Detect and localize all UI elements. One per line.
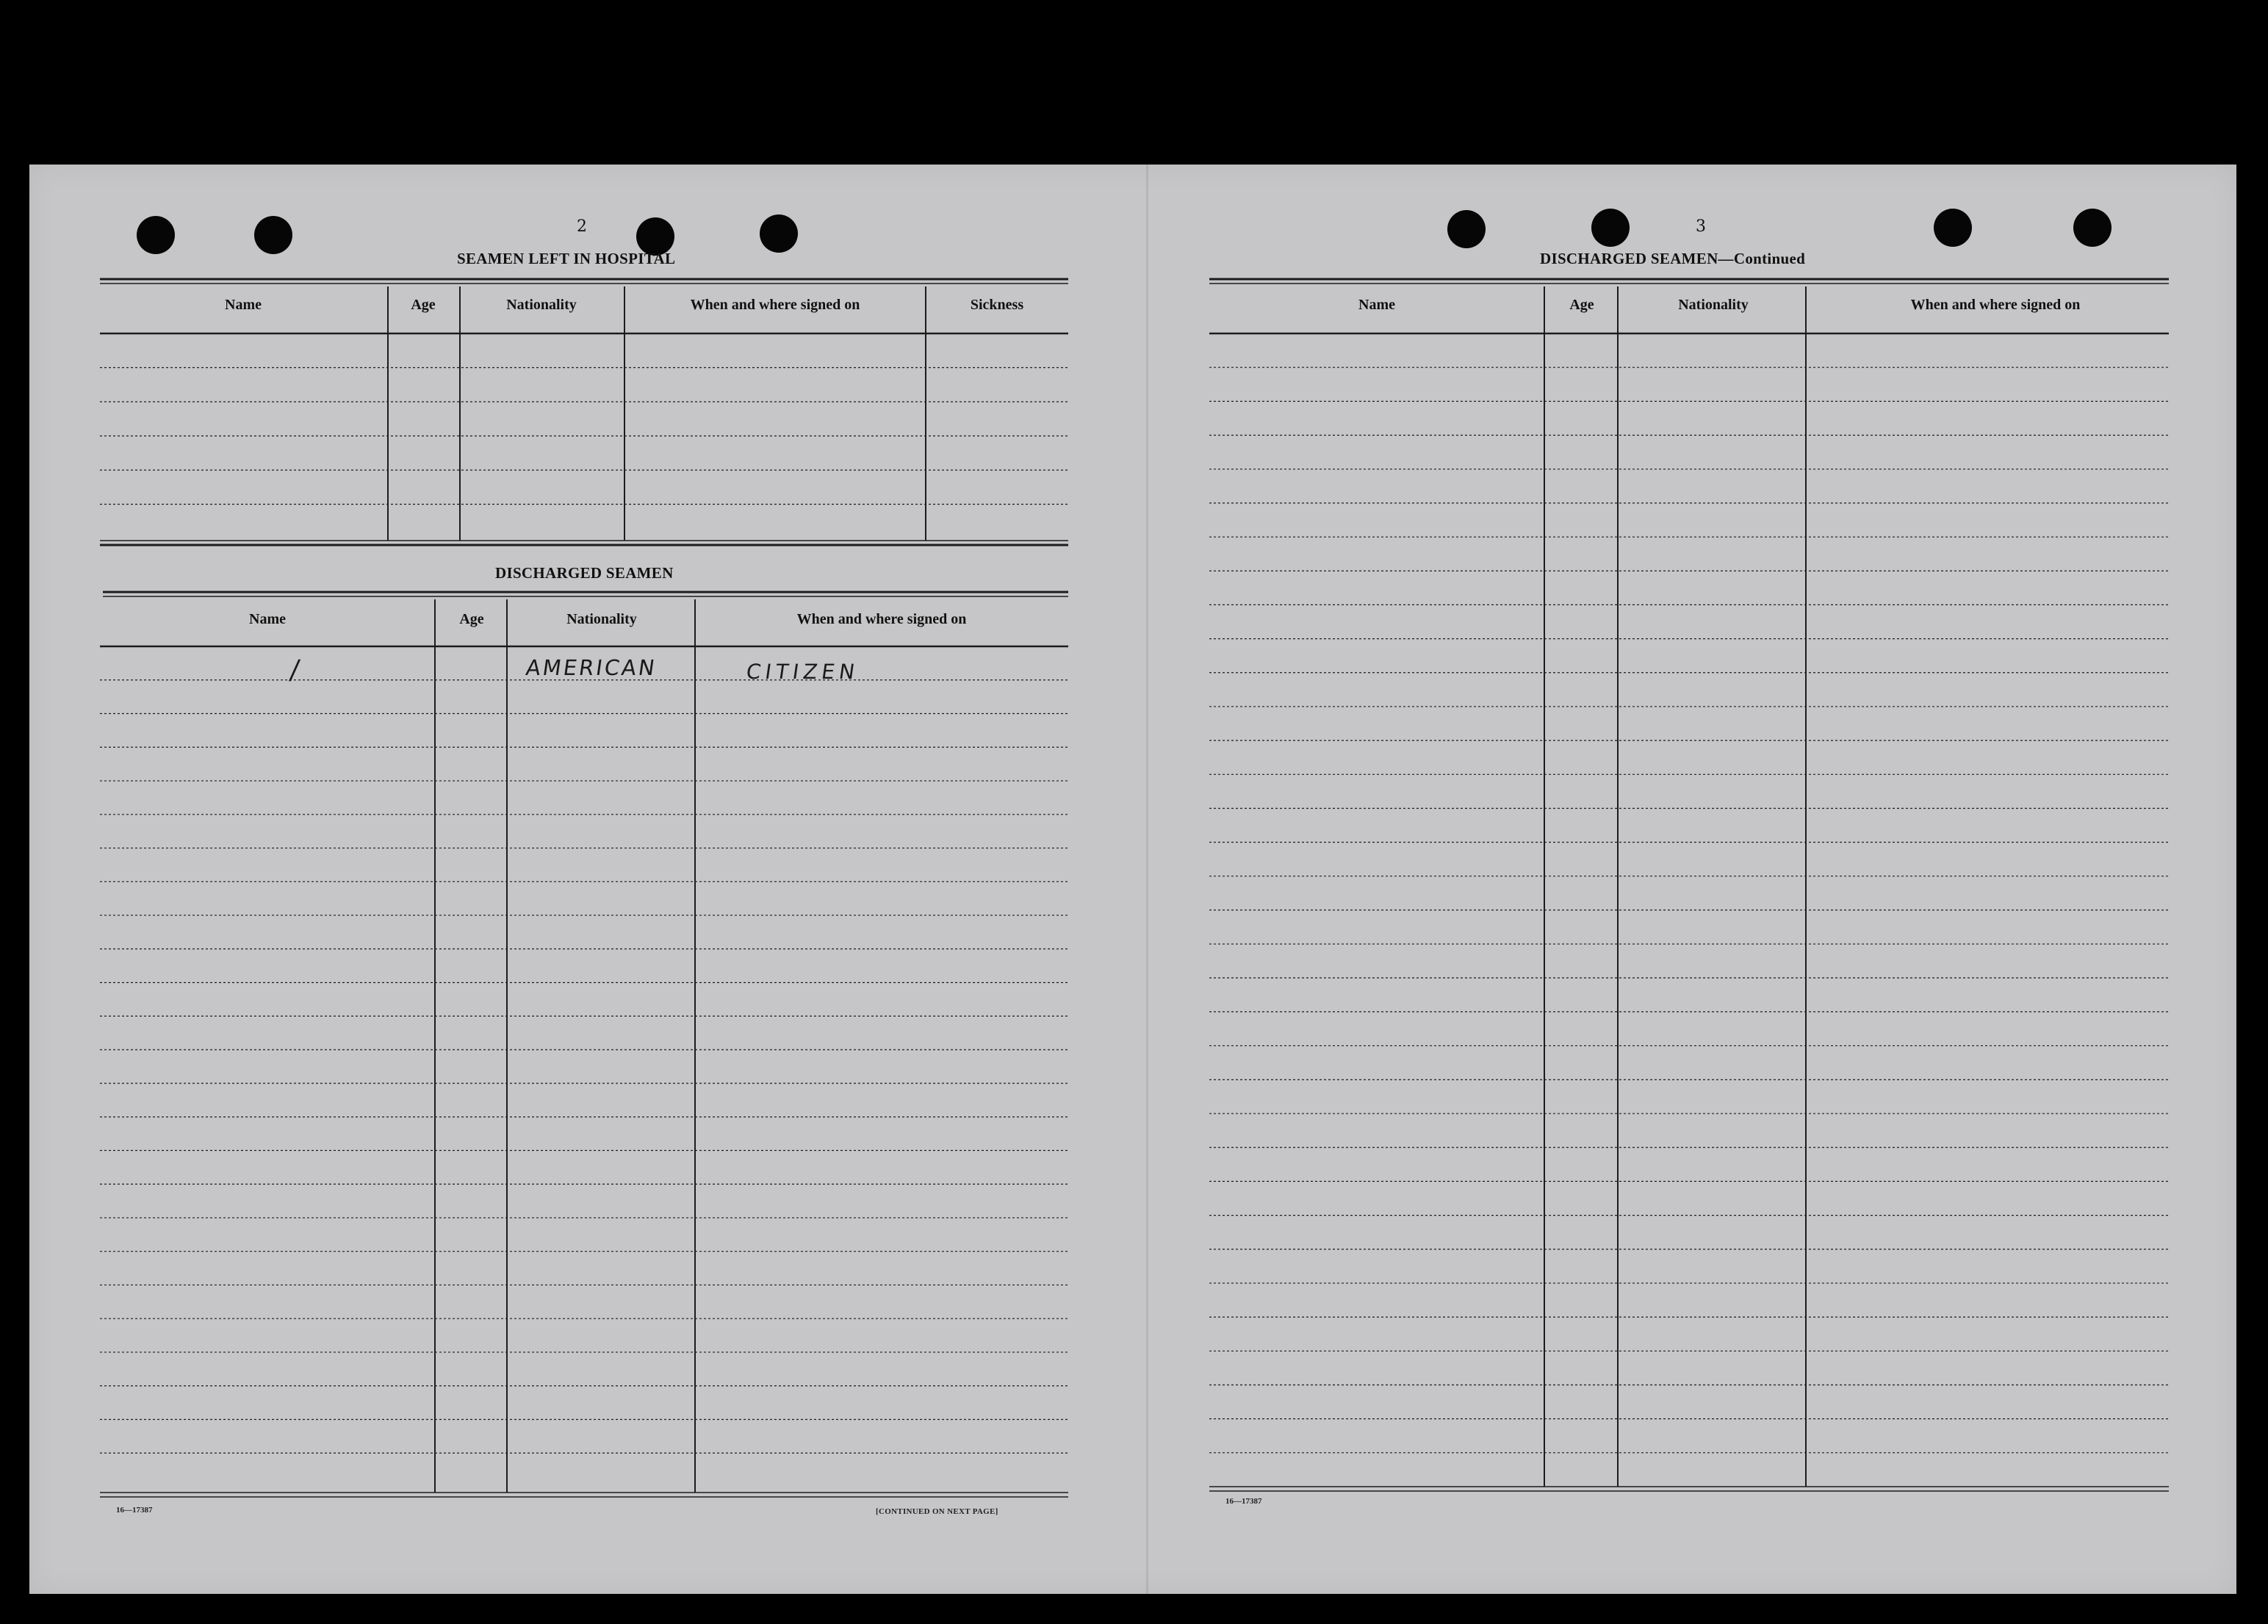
column-header-nationality: Nationality bbox=[1678, 297, 1749, 313]
section-title-hospital: SEAMEN LEFT IN HOSPITAL bbox=[457, 250, 676, 267]
continued-note: [CONTINUED ON NEXT PAGE] bbox=[876, 1507, 998, 1516]
column-header-signed-on: When and where signed on bbox=[796, 611, 967, 627]
column-header-name: Name bbox=[225, 297, 262, 313]
form-number: 16—17387 bbox=[116, 1506, 153, 1515]
column-header-age: Age bbox=[1569, 297, 1594, 313]
handwritten-name-mark: / bbox=[288, 655, 304, 685]
column-header-age: Age bbox=[411, 297, 436, 313]
page-number: 3 bbox=[1696, 217, 1706, 236]
column-header-age: Age bbox=[459, 611, 484, 627]
column-header-name: Name bbox=[249, 611, 286, 627]
column-header-signed-on: When and where signed on bbox=[690, 297, 860, 313]
form-rules bbox=[29, 165, 2236, 1594]
page-number: 2 bbox=[577, 217, 587, 236]
column-header-signed-on: When and where signed on bbox=[1910, 297, 2081, 313]
column-header-name: Name bbox=[1358, 297, 1395, 313]
column-header-sickness: Sickness bbox=[970, 297, 1024, 313]
handwritten-signed-on: CITIZEN bbox=[744, 660, 861, 684]
form-number: 16—17387 bbox=[1225, 1497, 1262, 1506]
handwritten-nationality: AMERICAN bbox=[524, 655, 659, 680]
column-header-nationality: Nationality bbox=[506, 297, 577, 313]
section-title-discharged: DISCHARGED SEAMEN bbox=[495, 564, 674, 582]
column-header-nationality: Nationality bbox=[566, 611, 637, 627]
form-sheet bbox=[29, 165, 2236, 1594]
section-title-discharged-continued: DISCHARGED SEAMEN—Continued bbox=[1540, 250, 1806, 267]
